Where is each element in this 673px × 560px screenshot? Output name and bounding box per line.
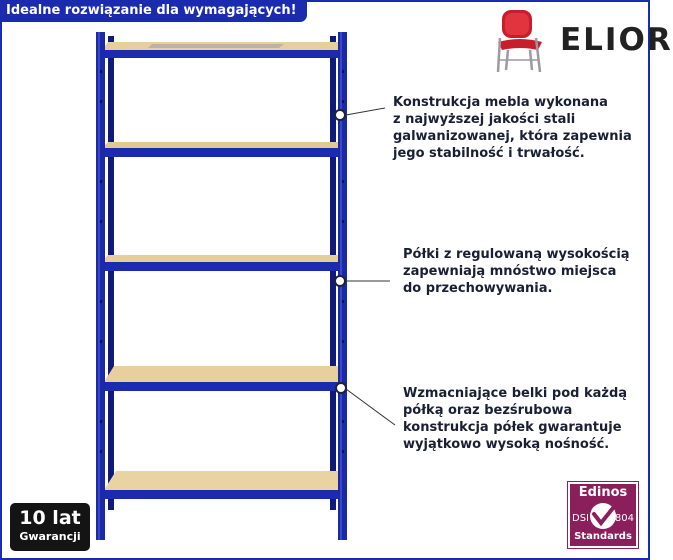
callout-adjustable-shelves: Półki z regulowaną wysokością zapewniają mnóstwo miejsca do przechowywania. [403,247,630,296]
headline-banner: Idealne rozwiązanie dla wymagających! [0,0,307,22]
warranty-years: 10 lat [19,507,81,529]
callout-marker [335,382,347,394]
shelving-unit-image [94,30,352,550]
chair-icon [488,8,552,74]
callout-marker [334,275,346,287]
certificate-brand: Edinos [578,485,628,500]
certificate-badge [568,482,638,548]
certificate-left-code: DSI [572,513,589,524]
certificate-footer: Standards [574,531,632,542]
certificate-emblem [570,502,636,530]
brand-name: ELIOR [560,22,673,58]
certificate-right-code: 804 [614,513,634,524]
callout-reinforcing-beams: Wzmacniające belki pod każdą półką oraz bezśrubowa konstrukcja półek gwarantuje wyjątkowo wysoką nośność. [403,386,628,452]
brand-logo [488,8,673,80]
warranty-badge [10,503,90,551]
warranty-label: Gwarancji [19,530,81,543]
callout-marker [334,109,346,121]
callout-steel-construction: Konstrukcja mebla wykonana z najwyższej jakości stali galwanizowanej, która zapewnia jego stabilność i trwałość. [393,95,632,161]
